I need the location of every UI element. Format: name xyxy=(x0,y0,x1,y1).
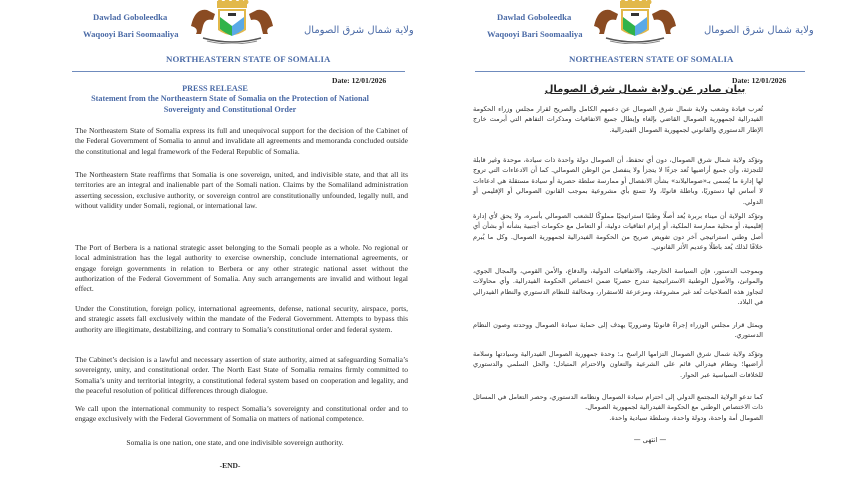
header-somali-line1: Dawlad Goboleedka xyxy=(93,12,168,22)
header-divider xyxy=(72,71,405,72)
header-divider xyxy=(475,71,805,72)
paragraph: The Northeastern State reaffirms that Somalia is one sovereign, united, and indivisible state, and that all its territories are an integral and inalienable part of the Somali nation. Claims by the Somaliland administration asserting secession, exclusive authority, or sovereign control are constitutionally unfounded, legally null, and without validity under Somali, regional, or international law. xyxy=(75,170,408,210)
paragraph: كما تدعو الولاية المجتمع الدولي إلى احترام سيادة الصومال ونظامه الدستوري، وحصر التعامل في المسائل ذات الاختصاص الوطني مع الحكومة الفيدرالية لجمهورية الصومال. الصومال أمة واحدة، ودولة واحدة، وسلطة سيادية واحدة. xyxy=(473,393,763,422)
paragraph: The Northeastern State of Somalia express its full and unequivocal support for the decision of the Cabinet of the Federal Government of Somalia to annul and invalidate all agreements and memoranda concluded outside the constitutional and legal framework of the Federal Republic of Somalia. xyxy=(75,126,408,156)
statement-title: بيان صادر عن ولاية شمال شرق الصومال xyxy=(544,84,746,95)
end-marker: -END- xyxy=(219,461,241,470)
paragraph: Under the Constitution, foreign policy, international agreements, defense, national security, airspace, ports, and strategic assets fall exclusively within the mandate of the Federal Government. Attempts to bypass this authority are illegitimate, destabilizing, and contrary to Somalia’s constitutional order and federal system. xyxy=(75,304,408,334)
header-somali-line1: Dawlad Goboleedka xyxy=(497,12,572,22)
paragraph: وبموجب الدستور، فإن السياسة الخارجية، والاتفاقيات الدولية، والدفاع، والأمن القومي، والمجال الجوي، والموانئ، والأصول الوطنية الاستراتيجية تندرج حصريًا ضمن اختصاص الحكومة الفيدرالية. وأي محاولات لتجاوز هذه الصلاحيات تُعد غير مشروعة، ومزعزعة للاستقرار، ومخالفة للنظام الدستوري والنظام الفيدرالي في البلاد. xyxy=(473,267,763,307)
end-marker: — انتهى — xyxy=(633,436,667,444)
date-label: Date: 12/01/2026 xyxy=(332,76,387,85)
paragraph: وتؤكد ولاية شمال شرق الصومال، دون أي تحفظ، أن الصومال دولة واحدة ذات سيادة، موحدة وغير قابلة للتجزئة، وأن جميع أراضيها تُعد جزءًا لا يتجزأ ولا ينفصل من الوطن الصومالي. كما أن الادعاءات التي تروج لها إدارة ما يُسمى بـ«صوماليلاند» بشأن الانفصال أو ممارسة سلطة حصرية أو سيادة مستقلة هي ادعاءات لا أساس لها دستوريًا، وباطلة قانونًا، ولا تتمتع بأي مشروعية بموجب القانون الصومالي أو الإقليمي أو الدولي. xyxy=(473,156,763,206)
paragraph: The Cabinet’s decision is a lawful and necessary assertion of state authority, aimed at safeguarding Somalia’s sovereignty, unity, and constitutional order. The North East State of Somalia remains firmly committed to Somalia’s unity and territorial integrity, a constitutional federal system based on cooperation and legality, and the peaceful resolution of political differences through dialogue. xyxy=(75,355,408,395)
header-somali-line2: Waqooyi Bari Soomaaliya xyxy=(487,29,583,39)
press-release-title: PRESS RELEASE xyxy=(182,84,248,93)
paragraph: تُعرب قيادة وشعب ولاية شمال شرق الصومال عن دعمهم الكامل والصريح لقرار مجلس وزراء الحكومة الفيدرالية لجمهورية الصومال القاضي بإلغاء وإبطال جميع الاتفاقيات ومذكرات التفاهم التي أبرمت خارج الإطار الدستوري والقانوني لجمهورية الصومال الفيدرالية. xyxy=(473,105,763,134)
paragraph: We call upon the international community to respect Somalia’s sovereignty and constitutional order and to engage exclusively with the Federal Government of Somalia on matters of national competence. xyxy=(75,404,408,424)
coat-of-arms-emblem-icon xyxy=(187,0,277,44)
header-state-name: NORTHEASTERN STATE OF SOMALIA xyxy=(166,54,331,64)
press-release-subtitle: Statement from the Northeastern State of Somalia on the Protection of National Sovereignty and Constitutional Order xyxy=(91,94,369,114)
closing-statement: Somalia is one nation, one state, and one indivisible sovereign authority. xyxy=(126,438,344,447)
coat-of-arms-emblem-icon xyxy=(590,0,680,44)
header-state-name: NORTHEASTERN STATE OF SOMALIA xyxy=(569,54,734,64)
header-arabic-name: ولاية شمال شرق الصومال xyxy=(704,25,814,36)
paragraph: وتؤكد ولاية شمال شرق الصومال التزامها الراسخ بـ: وحدة جمهورية الصومال الفيدرالية وسيادتها وسلامة أراضيها؛ ونظام فيدرالي قائم على الشرعية والتعاون والاحترام المتبادل؛ والحل السلمي والدستوري للخلافات السياسية عبر الحوار. xyxy=(473,350,763,379)
paragraph: The Port of Berbera is a national strategic asset belonging to the Somali people as a whole. No regional or local administration has the legal authority to exercise ownership, conclude international agreements, or engage foreign governments in relation to Berbera or any other strategic national asset without the authorization of the Federal Government of Somalia. Any such arrangements are invalid and without legal effect. xyxy=(75,243,408,294)
paragraph: وتؤكد الولاية أن ميناء بربرة يُعد أصلًا وطنيًا استراتيجيًا مملوكًا للشعب الصومالي بأسره، ولا يحق لأي إدارة إقليمية، أو محلية ممارسة الملكية، أو إبرام اتفاقيات دولية، أو التعامل مع حكومات أجنبية بشأنه أو بشأن أي أصل وطني استراتيجي آخر دون تفويض صريح من الحكومة الفيدرالية لجمهورية الصومال. وكل ما يُبرم خلافًا لذلك يُعد باطلًا وعديم الأثر القانوني. xyxy=(473,212,763,252)
date-label: Date: 12/01/2026 xyxy=(732,76,787,85)
arabic-statement-page xyxy=(430,0,860,484)
header-somali-line2: Waqooyi Bari Soomaaliya xyxy=(83,29,179,39)
paragraph: ويمثل قرار مجلس الوزراء إجراءً قانونيًا وضروريًا يهدف إلى حماية سيادة الصومال ووحدته وصون النظام الدستوري. xyxy=(473,321,763,340)
header-arabic-name: ولاية شمال شرق الصومال xyxy=(304,25,414,36)
